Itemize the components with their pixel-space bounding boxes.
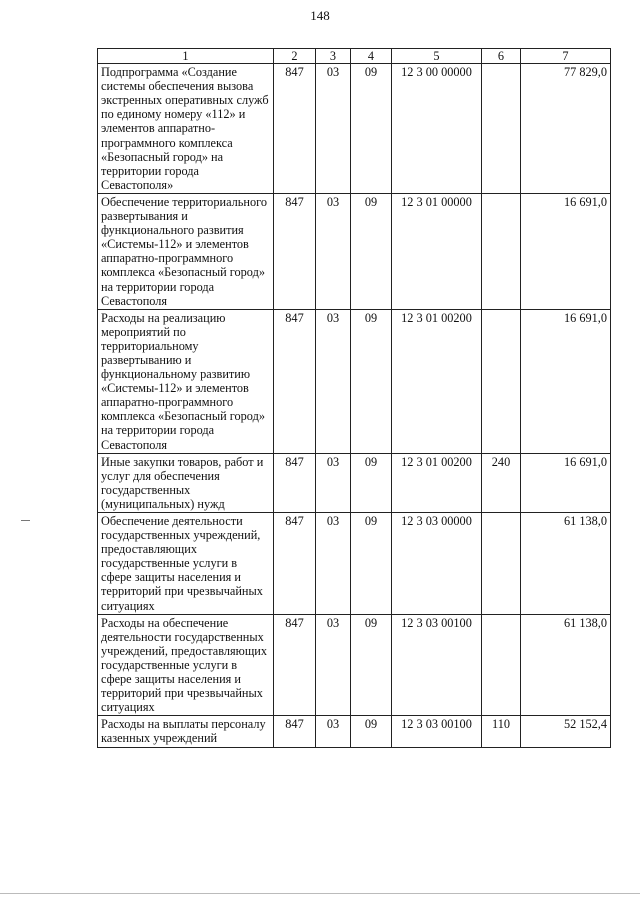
- header-col-2: 2: [274, 49, 316, 64]
- table-row: [98, 193, 611, 309]
- scan-margin-mark: [21, 520, 30, 521]
- row-target: 12 3 00 00000: [392, 64, 482, 194]
- row-section: 03: [316, 64, 351, 194]
- header-col-6: 6: [482, 49, 521, 64]
- row-name: Расходы на реализацию мероприятий по территориальному развертыванию и функциональному развитию «Системы-112» и элементов аппаратно-программного комплекса «Безопасный город» на территории города Севастополя: [98, 309, 274, 453]
- row-amount: 16 691,0: [521, 453, 611, 512]
- row-subsection: 09: [351, 614, 392, 716]
- row-code: 847: [274, 453, 316, 512]
- row-subsection: 09: [351, 513, 392, 615]
- table-header: [98, 49, 611, 64]
- row-amount: 16 691,0: [521, 309, 611, 453]
- row-name: Обеспечение территориального развертывания и функционального развития «Системы-112» и элементов аппаратно-программного комплекса «Безопасный город» на территории города Севастополя: [98, 193, 274, 309]
- row-code: 847: [274, 716, 316, 747]
- header-col-4: 4: [351, 49, 392, 64]
- row-type: [482, 309, 521, 453]
- row-name: Подпрограмма «Создание системы обеспечения вызова экстренных оперативных служб по единому номеру «112» и элементов аппаратно-программного комплекса «Безопасный город» на территории города Севастополя»: [98, 64, 274, 194]
- row-amount: 52 152,4: [521, 716, 611, 747]
- row-type: [482, 64, 521, 194]
- header-col-1: 1: [98, 49, 274, 64]
- row-code: 847: [274, 64, 316, 194]
- header-col-3: 3: [316, 49, 351, 64]
- row-subsection: 09: [351, 453, 392, 512]
- row-name: Иные закупки товаров, работ и услуг для обеспечения государственных (муниципальных) нужд: [98, 453, 274, 512]
- row-target: 12 3 01 00200: [392, 453, 482, 512]
- row-section: 03: [316, 453, 351, 512]
- row-subsection: 09: [351, 716, 392, 747]
- row-type: 240: [482, 453, 521, 512]
- row-amount: 77 829,0: [521, 64, 611, 194]
- row-subsection: 09: [351, 193, 392, 309]
- row-section: 03: [316, 193, 351, 309]
- row-type: [482, 614, 521, 716]
- table-row: [98, 309, 611, 453]
- row-target: 12 3 03 00100: [392, 614, 482, 716]
- scan-bottom-edge: [0, 893, 640, 894]
- row-code: 847: [274, 513, 316, 615]
- row-subsection: 09: [351, 64, 392, 194]
- page-number: 148: [310, 8, 330, 23]
- row-name: Обеспечение деятельности государственных учреждений, предоставляющих государственные услуги в сфере защиты населения и территорий при чрезвычайных ситуациях: [98, 513, 274, 615]
- row-amount: 61 138,0: [521, 513, 611, 615]
- header-col-5: 5: [392, 49, 482, 64]
- row-code: 847: [274, 614, 316, 716]
- row-type: 110: [482, 716, 521, 747]
- header-row: [98, 49, 611, 64]
- row-target: 12 3 03 00100: [392, 716, 482, 747]
- table-row: [98, 513, 611, 615]
- row-target: 12 3 03 00000: [392, 513, 482, 615]
- row-type: [482, 193, 521, 309]
- row-amount: 16 691,0: [521, 193, 611, 309]
- row-target: 12 3 01 00000: [392, 193, 482, 309]
- row-code: 847: [274, 193, 316, 309]
- table-row: [98, 716, 611, 747]
- row-code: 847: [274, 309, 316, 453]
- table-row: [98, 453, 611, 512]
- row-subsection: 09: [351, 309, 392, 453]
- table-row: [98, 614, 611, 716]
- row-section: 03: [316, 309, 351, 453]
- row-type: [482, 513, 521, 615]
- row-target: 12 3 01 00200: [392, 309, 482, 453]
- budget-table: [97, 48, 611, 748]
- row-section: 03: [316, 716, 351, 747]
- header-col-7: 7: [521, 49, 611, 64]
- row-amount: 61 138,0: [521, 614, 611, 716]
- table-body: [98, 64, 611, 747]
- row-name: Расходы на выплаты персоналу казенных учреждений: [98, 716, 274, 747]
- row-name: Расходы на обеспечение деятельности государственных учреждений, предоставляющих государственные услуги в сфере защиты населения и территорий при чрезвычайных ситуациях: [98, 614, 274, 716]
- row-section: 03: [316, 513, 351, 615]
- table-row: [98, 64, 611, 194]
- row-section: 03: [316, 614, 351, 716]
